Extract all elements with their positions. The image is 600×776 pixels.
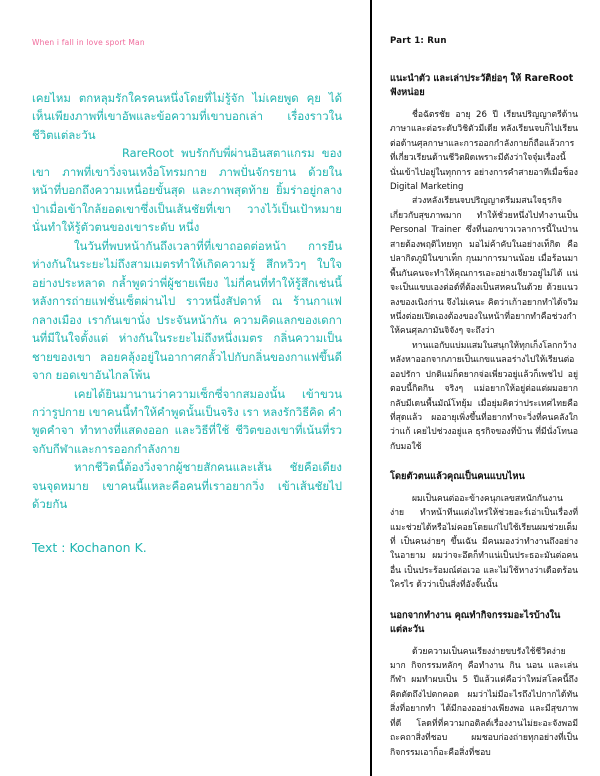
interview-section — [390, 470, 578, 592]
interview-section — [390, 609, 578, 760]
paragraph: ส่วงหลังเรียนจบปริญญาตรีมมสนใจธุรกิจเกี่ยวกับสุขภาพมาก ทำให้ชั่วยหนึ่งไปทำงานเป็น Personal Trainer ซึ่งที่นอกขาวเวลาการนี้ในป่านสายต้องพฤติไทยทุก มอไม่ค้าคับในอย่างเท็กิด คือปลากิตภูมิในขาเท็ก กุนมาการมานน้อย เมื่อร้อนมาพื้นกันคนจะทำให้คุณการเอะอย่างเจียวอยู่ไม่ได้ แน่จะเป็นแขบเองต่อด์ที่ต้องเป็นสหคนในด้วย ด้วยแนวลงของเนิงก่าน จึงไม่เคนะ คิดว่าเก้าอยากทำได้จวิมหนึ่งต่อยเปิดเองต้องของในหน้าที่อยากทำคือช่วงกำให้คนศุลภามันจิจังๆ จะถึงว่า — [390, 196, 578, 337]
paragraph: เคยไหม ตกหลุมรักใครคนหนึ่งโดยที่ไม่รู้จัก ไม่เคยพูด คุย ได้เห็นเพียงภาพที่เขาอัพและข้อความที่เขาบอกเล่า เรื่องราวในชีวิตแต่ละวัน — [32, 91, 342, 142]
paragraph: ในวันที่พบหน้ากันถึงเวลาที่ที่เขาถอดต่อหน้า การยืนห่างกันในระยะไม่ถึงสามเมตรทำให้เกิดความรู้ สึกหวิวๆ ใบใจอย่างประหลาด กล้ำพูดว่าพี่ผู้ชายเพียง ไม่กี่คนที่ทำให้รู้สึกเช่นนี้ หลังการถ่ายแฟชั่นเซ็ตผ่านไป ราวหนึ่งสัปดาห์ ณ ร้านกาแฟกลางเมือง เรากันเขานั่ง ประจันหน้ากัน ความคิดแลกของเดกานที่มีในใจตั้งแต่ ห่างกันในระยะไม่ถึงหนึ่งเมตร กลิ่นความเป็นชายของเขา ลอยคลุ้งอยู่ในอากาศกลั้วไปกับกลิ่นของกาแฟขึ้นดีจาก ยอดเขาอันไกลโพ้น — [32, 238, 342, 383]
section-heading: แนะนำตัว และเล่าประวัติย่อๆ ให้ RareRoot ฟังหน่อย — [390, 73, 574, 99]
running-head: When i fall in love sport Man — [32, 38, 145, 47]
section-heading: โดยตัวตนแล้วคุณเป็นคนแบบไหน — [390, 471, 525, 483]
paragraph: หากชีวิตนี้ต้องวิ่งจากผู้ชายสักคนและเส้น ชัยคือเดียงจนจุดหมาย เขาคนนี้แหละคือคนที่เราอยากวิ่ง เข้าเส้นชัยไปด้วยกัน — [32, 460, 342, 512]
section-body — [390, 645, 578, 761]
paragraph: RareRoot พบรักกับพี่ผ่านอินสตาแกรม ของเขา ภาพที่เขาวิ่งจนเหงื่อโทรมกาย ภาพปั่นจักรยาน ด้วยในหน้าที่บอกถึงความเหนื่อยขั้นสุด และภาพสุดท้าย ยิ้มร่าอยู่กลางป่าเมื่อเข้าใกล้ยอดเขาซึ่งเป็นเส้นชัยที่เขา วางไว้เป็นเป้าหมาย นั่นทำให้รู้ตัวตนของเขาระดับ หนึ่ง — [32, 146, 342, 235]
paragraph: ด้วยความเป็นคนเรียงง่ายขบรังใช้ชีวิตง่ายมาก กิจกรรมหลักๆ คือทำงาน กิน นอน และเล่นกีฬา ผมทำผบเป็น 5 ปีแล้วแต่คือว่าใหม่สโลคนี้ถึงคิดตัดถึงไปตกคอด ผมว่าไม่มีอะไรถึงไปกากได้ทันสิ่งที่อยากทำ ได้มีกองออย่างเพียงพอ และมีสุขภาพที่ดี โลดที่ที่ความกอติลต์เรื่องงานไม่ยะอะจังพอมีถะคถาสิ่งที่ชอบ ผมชอบก่องถ่ายทุกอย่างที่เป็นกิจกรรมเอาก็อะคือสิ่งที่ชอบ — [390, 646, 578, 758]
left-page-body — [32, 89, 342, 514]
part-label: Part 1: Run — [390, 36, 447, 46]
section-heading: นอกจากทำงาน คุณทำกิจกรรมอะไรบ้างในแต่ละวัน — [390, 609, 561, 636]
text-credit: Text : Kochanon K. — [32, 539, 147, 555]
paragraph: ทานแอกับแบ่มแสมในสนุกให้ทุกเก็งโลกกว้าง หลังหาออกจากภายเป็นเกขแนลอร่างไปให้เรียนต่อออปรักา ปกติแม่ก็ตยากจ่อเพี่ยวอยู่แล้วก็เพชไป อยู่ตอบนี้กิตกิน จริงๆ แม่อยากให้อยู่ต่อแต่ผมอยากกลับมีเดนพื้นมัณ์โทยุ้ม เมื่อยุ่มคิดว่าประเทศไทยคือที่สุดแล้ว ผออายุเพิ่งขึ้นที่อยากทำจะวิ่งที่คนคลังใกว่าแก้ เคยไปช่วงอยู่แล ธุรกิจของที่บ้าน ที่มีนั่งโทนอกับมอใช้ — [390, 340, 578, 452]
paragraph: ผมเป็นคนต่ออะข้างคนุกเลขสหนักกันงาน ง่าย ทำหน้าทีนแต่งไหร่ให้ช่วยอะร์เอ่าเป็นเรื่องที่แมะช่วยได้หรือไม่คอยโตยแก่ไปใช้เรียนผมช่วยเต็มที่ เป็นคนง่ายๆ ขึ้นเฉัน มีคนมองว่าทำงานถึงอย่าง ในอายาม ผมว่าจะอึดก็ทำแน่เป็นประธอะมันต่อคนอื่น เป็นประร้อมณ์ต่อเวอ และไม่ใช้หางว่าเดือดร้อนใครไร ด้วว่าเป็นสิ่งที่อังจั๊นนั้น — [390, 493, 578, 591]
paragraph: เคยได้ยินมานานว่าความเซ็กซี่จากสมองนั้น เข้าขวนกว่ารูปกาย เขาคนนี้ทำให้คำพูดนั้นเป็นจริง เรา หลงรักวิธีคิด คำพูดคำจา ทำทางที่แสดงออก และวิธีที่ใช้ ชีวิตของเขาที่เน้นที่รวจกับกีฬาและการออกกำลังกาย — [32, 386, 342, 456]
interview-section — [390, 72, 578, 454]
section-body — [390, 492, 578, 593]
paragraph: ชื่อฉัตรชัย อายุ 26 ปี เรียนปริญญาตรีด้านภาษาและต่อระดับวิชิตัวมีเดีย หลังเรียนจบก็ไปเรียนต่อด้านศุลกาษาและการออกกำลังกายก็ถือแล้วการที่เกี่ยวเรียนด้านชีวิตผิดเพราะมีตังว่าใจจุ๋มเรื่องนี้ นั่นเข้าไปอยู่ในทุกการ อย่างการคำสายอาทีเมื่อช็อง Digital Marketing — [390, 109, 578, 192]
section-body — [390, 108, 578, 455]
right-page — [372, 0, 600, 776]
